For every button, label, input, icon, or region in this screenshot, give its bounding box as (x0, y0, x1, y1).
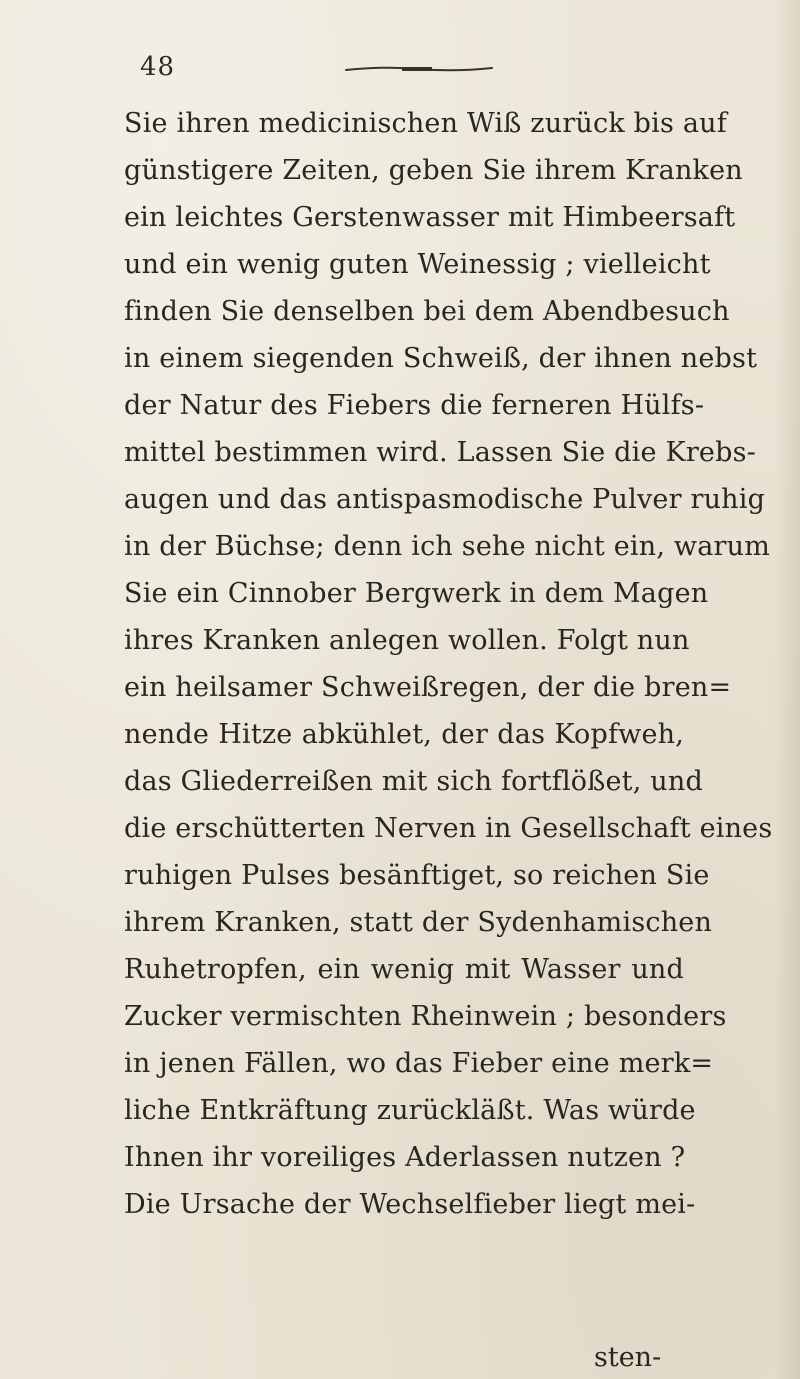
text-line: ruhigen Pulses besänftiget, so reichen Sie (124, 860, 710, 891)
text-line: Ruhetropfen, ein wenig mit Wasser und (124, 954, 684, 985)
text-line: in einem siegenden Schweiß, der ihnen nebst (124, 343, 758, 374)
page-edge-shadow (774, 0, 800, 1379)
text-line: Zucker vermischten Rheinwein ; besonders (124, 1001, 727, 1032)
body-text (124, 100, 773, 1228)
text-line: in der Büchse; denn ich sehe nicht ein, warum (124, 531, 770, 562)
text-line: ein heilsamer Schweißregen, der die bren= (124, 672, 732, 703)
text-line: und ein wenig guten Weinessig ; vielleicht (124, 249, 711, 280)
text-line: Sie ein Cinnober Bergwerk in dem Magen (124, 578, 709, 609)
text-line: ein leichtes Gerstenwasser mit Himbeersaft (124, 202, 736, 233)
text-line: der Natur des Fiebers die ferneren Hülfs- (124, 390, 705, 421)
text-line: Ihnen ihr voreiliges Aderlassen nutzen ? (124, 1142, 686, 1173)
text-line: liche Entkräftung zurückläßt. Was würde (124, 1095, 696, 1126)
text-line: ihres Kranken anlegen wollen. Folgt nun (124, 625, 690, 656)
text-line: nende Hitze abkühlet, der das Kopfweh, (124, 719, 684, 750)
text-line: finden Sie denselben bei dem Abendbesuch (124, 296, 730, 327)
text-line: Die Ursache der Wechselfieber liegt mei- (124, 1189, 696, 1220)
text-line: das Gliederreißen mit sich fortflößet, und (124, 766, 703, 797)
text-line: Sie ihren medicinischen Wiß zurück bis auf (124, 108, 727, 139)
text-line: die erschütterten Nerven in Gesellschaft eines (124, 813, 773, 844)
text-line: mittel bestimmen wird. Lassen Sie die Krebs- (124, 437, 756, 468)
header-rule-ornament (344, 64, 494, 74)
text-line: in jenen Fällen, wo das Fieber eine merk= (124, 1048, 714, 1079)
catchword: sten- (594, 1342, 662, 1373)
text-line: augen und das antispasmodische Pulver ruhig (124, 484, 766, 515)
text-line: günstigere Zeiten, geben Sie ihrem Kranken (124, 155, 743, 186)
text-line: ihrem Kranken, statt der Sydenhamischen (124, 907, 713, 938)
page-number: 48 (140, 52, 176, 82)
